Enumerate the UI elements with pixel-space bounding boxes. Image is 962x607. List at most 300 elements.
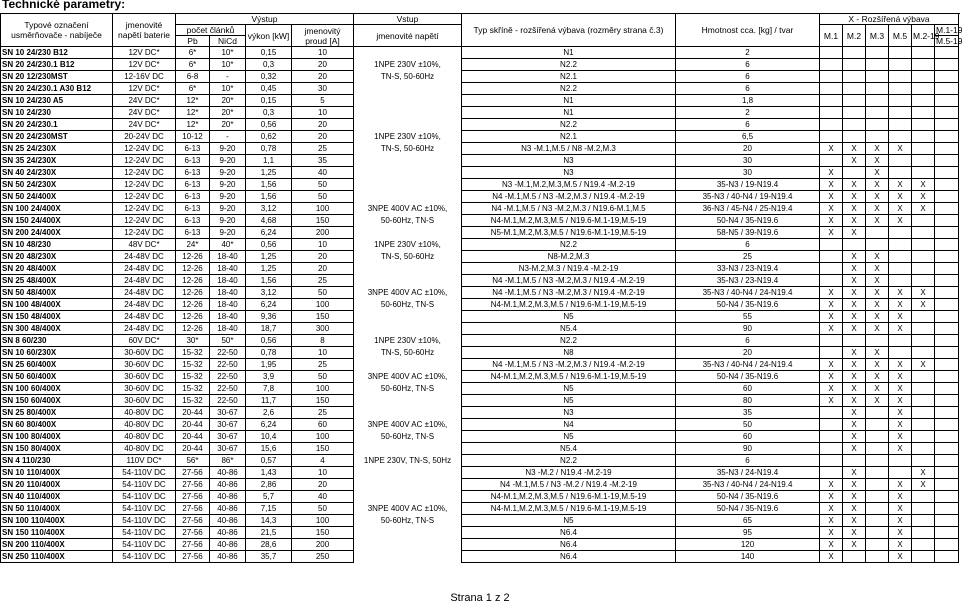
header-m2: M.2 <box>843 25 866 47</box>
table-cell: N3 -M.1,M.2,M.3,M.5 / N19.4 -M.2-19 <box>462 179 676 191</box>
table-cell: X <box>820 527 843 539</box>
header-type: Typové označení usměrňovače - nabíječe <box>1 14 113 47</box>
table-cell: N5 <box>462 311 676 323</box>
table-cell: 35-N3 / 19-N19.4 <box>676 179 820 191</box>
table-cell <box>866 59 889 71</box>
table-cell: 1,25 <box>246 251 292 263</box>
table-cell: X <box>843 203 866 215</box>
table-cell: 10* <box>210 83 246 95</box>
table-cell: 9,36 <box>246 311 292 323</box>
table-cell: 0,45 <box>246 83 292 95</box>
model-name: SN 10 60/230X <box>1 347 113 359</box>
table-cell: 40* <box>210 239 246 251</box>
table-cell <box>912 83 935 95</box>
table-cell <box>912 335 935 347</box>
header-extended-equipment: X - Rozšířená výbava <box>820 14 959 25</box>
table-cell: - <box>210 131 246 143</box>
table-cell: X <box>889 515 912 527</box>
table-cell: X <box>843 311 866 323</box>
table-cell: 6-13 <box>176 203 210 215</box>
table-cell: X <box>820 167 843 179</box>
table-row <box>1 59 959 71</box>
table-cell <box>820 155 843 167</box>
model-name: SN 20 24/230.1 <box>1 119 113 131</box>
table-cell <box>843 95 866 107</box>
table-cell: 27-56 <box>176 527 210 539</box>
table-cell: 0,78 <box>246 143 292 155</box>
table-cell: X <box>820 323 843 335</box>
table-cell: 11,7 <box>246 395 292 407</box>
table-cell: 48V DC* <box>113 239 176 251</box>
table-cell: 86* <box>210 455 246 467</box>
table-cell: 50 <box>292 191 354 203</box>
table-cell: 60 <box>676 383 820 395</box>
table-row <box>1 335 959 347</box>
table-cell <box>912 131 935 143</box>
table-cell: 150 <box>292 395 354 407</box>
table-cell: 40-86 <box>210 479 246 491</box>
table-cell: 10 <box>292 47 354 59</box>
table-cell: X <box>866 395 889 407</box>
model-name: SN 150 24/400X <box>1 215 113 227</box>
table-cell <box>912 311 935 323</box>
table-cell <box>866 227 889 239</box>
table-cell: 9-20 <box>210 191 246 203</box>
table-cell: X <box>866 275 889 287</box>
table-cell: N4-M.1,M.2,M.3,M.5 / N19.6-M.1-19,M.5-19 <box>462 491 676 503</box>
table-cell: TN-S, 50-60Hz <box>354 251 462 263</box>
model-name: SN 40 110/400X <box>1 491 113 503</box>
table-cell: X <box>820 287 843 299</box>
table-cell <box>912 251 935 263</box>
table-cell <box>866 455 889 467</box>
table-cell: X <box>889 191 912 203</box>
table-row <box>1 155 959 167</box>
table-cell <box>935 527 959 539</box>
table-cell: 50 <box>292 287 354 299</box>
table-cell: 95 <box>676 527 820 539</box>
table-cell <box>889 59 912 71</box>
table-cell: 6 <box>676 239 820 251</box>
table-cell: 27-56 <box>176 491 210 503</box>
table-cell: N4 -M.1,M.5 / N3 -M.2,M.3 / N19.4 -M.2-19 <box>462 287 676 299</box>
table-cell: 54-110V DC <box>113 479 176 491</box>
table-cell: X <box>866 179 889 191</box>
header-enclosure: Typ skříně - rozšířená výbava (rozměry strana č.3) <box>462 14 676 47</box>
model-name: SN 150 80/400X <box>1 443 113 455</box>
table-cell <box>354 479 462 491</box>
table-cell: X <box>820 311 843 323</box>
table-cell: 9-20 <box>210 143 246 155</box>
table-cell: N3-M.2,M.3 / N19.4 -M.2-19 <box>462 263 676 275</box>
table-cell <box>935 131 959 143</box>
table-cell: 2,86 <box>246 479 292 491</box>
table-cell: 27-56 <box>176 479 210 491</box>
table-cell <box>354 47 462 59</box>
table-cell: X <box>843 347 866 359</box>
table-cell: N4 -M.1,M.5 / N3 -M.2,M.3 / N19.4 -M.2-19 <box>462 359 676 371</box>
table-cell <box>354 119 462 131</box>
table-cell <box>889 467 912 479</box>
model-name: SN 25 80/400X <box>1 407 113 419</box>
table-cell: 10 <box>292 347 354 359</box>
table-cell: 150 <box>292 527 354 539</box>
table-row <box>1 143 959 155</box>
table-cell <box>866 527 889 539</box>
table-cell: 60 <box>292 419 354 431</box>
table-cell <box>912 95 935 107</box>
table-cell <box>354 311 462 323</box>
table-cell: X <box>820 539 843 551</box>
table-cell: 10 <box>292 107 354 119</box>
table-cell: N2.1 <box>462 131 676 143</box>
table-cell: N5 <box>462 383 676 395</box>
table-cell <box>843 335 866 347</box>
table-cell: 6 <box>676 59 820 71</box>
table-cell: 22-50 <box>210 395 246 407</box>
table-cell: X <box>889 359 912 371</box>
table-cell <box>912 143 935 155</box>
table-cell: 30* <box>176 335 210 347</box>
table-cell <box>935 443 959 455</box>
table-cell: X <box>866 191 889 203</box>
table-cell: 1,95 <box>246 359 292 371</box>
model-name: SN 25 60/400X <box>1 359 113 371</box>
table-cell: N5.4 <box>462 323 676 335</box>
model-name: SN 10 110/400X <box>1 467 113 479</box>
table-cell: 2 <box>676 107 820 119</box>
table-cell: 1,56 <box>246 191 292 203</box>
table-row <box>1 419 959 431</box>
table-cell <box>889 227 912 239</box>
table-cell: 20 <box>676 347 820 359</box>
table-cell: 15-32 <box>176 359 210 371</box>
table-cell: N4-M.1,M.2,M.3,M.5 / N19.6-M.1-19,M.5-19 <box>462 215 676 227</box>
table-cell: X <box>866 347 889 359</box>
table-cell: X <box>889 431 912 443</box>
table-cell <box>912 527 935 539</box>
header-pb: Pb <box>176 36 210 47</box>
table-cell: 0,32 <box>246 71 292 83</box>
table-cell: 50 <box>292 503 354 515</box>
table-cell: 40-86 <box>210 491 246 503</box>
table-cell: 9-20 <box>210 179 246 191</box>
table-cell: 18-40 <box>210 311 246 323</box>
table-cell <box>866 467 889 479</box>
table-cell: 40-86 <box>210 551 246 563</box>
table-cell <box>843 551 866 563</box>
table-cell: 18-40 <box>210 287 246 299</box>
table-row <box>1 71 959 83</box>
table-cell: 30 <box>676 167 820 179</box>
table-cell: X <box>889 383 912 395</box>
table-cell <box>889 239 912 251</box>
table-cell <box>935 419 959 431</box>
table-cell <box>866 551 889 563</box>
model-name: SN 10 24/230 A5 <box>1 95 113 107</box>
table-cell <box>820 131 843 143</box>
table-cell <box>889 251 912 263</box>
table-cell: 5,7 <box>246 491 292 503</box>
table-cell: X <box>820 479 843 491</box>
table-cell: N2.1 <box>462 71 676 83</box>
table-cell <box>935 491 959 503</box>
table-cell: X <box>843 419 866 431</box>
table-cell: X <box>866 311 889 323</box>
table-cell: 35-N3 / 24-N19.4 <box>676 467 820 479</box>
table-cell <box>866 239 889 251</box>
model-name: SN 100 110/400X <box>1 515 113 527</box>
table-cell: 0,3 <box>246 59 292 71</box>
header-cell-count: počet článků <box>176 25 246 36</box>
table-cell <box>935 551 959 563</box>
model-name: SN 200 110/400X <box>1 539 113 551</box>
table-cell: 54-110V DC <box>113 515 176 527</box>
table-cell: 150 <box>292 215 354 227</box>
table-cell: - <box>210 71 246 83</box>
table-cell: 12-24V DC <box>113 215 176 227</box>
table-cell: 12V DC* <box>113 83 176 95</box>
table-cell: 12* <box>176 107 210 119</box>
table-cell: 40-80V DC <box>113 443 176 455</box>
table-cell: 18-40 <box>210 263 246 275</box>
table-cell: 110V DC* <box>113 455 176 467</box>
table-cell: X <box>889 371 912 383</box>
table-cell <box>843 239 866 251</box>
table-cell <box>866 515 889 527</box>
table-cell: 9-20 <box>210 227 246 239</box>
table-cell: X <box>866 263 889 275</box>
table-cell: 20 <box>292 263 354 275</box>
table-cell: X <box>889 527 912 539</box>
table-cell: 3NPE 400V AC ±10%, <box>354 503 462 515</box>
table-cell: X <box>889 311 912 323</box>
table-cell: 35 <box>676 407 820 419</box>
table-cell: N1 <box>462 107 676 119</box>
table-cell: 12-26 <box>176 323 210 335</box>
model-name: SN 150 110/400X <box>1 527 113 539</box>
header-m219: M.2-19 <box>912 25 935 47</box>
table-cell: 28,6 <box>246 539 292 551</box>
table-cell <box>912 347 935 359</box>
table-cell: X <box>866 167 889 179</box>
table-cell: 20 <box>292 71 354 83</box>
table-cell <box>354 407 462 419</box>
table-cell: 12-24V DC <box>113 227 176 239</box>
table-cell <box>866 503 889 515</box>
table-cell <box>843 71 866 83</box>
table-cell <box>935 47 959 59</box>
table-cell <box>935 275 959 287</box>
table-cell <box>912 215 935 227</box>
table-cell: N3 <box>462 407 676 419</box>
table-cell: X <box>843 323 866 335</box>
table-cell <box>354 395 462 407</box>
table-cell: 22-50 <box>210 371 246 383</box>
table-cell: X <box>843 143 866 155</box>
table-cell <box>935 95 959 107</box>
table-cell <box>935 323 959 335</box>
table-cell: 50-N4 / 35-N19.6 <box>676 299 820 311</box>
model-name: SN 50 110/400X <box>1 503 113 515</box>
table-cell: 10 <box>292 239 354 251</box>
table-cell <box>354 95 462 107</box>
table-cell: N3 -M.1,M.5 / N8 -M.2,M.3 <box>462 143 676 155</box>
header-power: výkon [kW] <box>246 25 292 47</box>
table-cell: 20-44 <box>176 431 210 443</box>
table-cell: X <box>889 503 912 515</box>
table-cell: N4 -M.1,M.5 / N3 -M.2,M.3 / N19.4 -M.2-19 <box>462 275 676 287</box>
table-cell: 6-13 <box>176 227 210 239</box>
model-name: SN 35 24/230X <box>1 155 113 167</box>
table-cell: X <box>866 299 889 311</box>
table-cell: 22-50 <box>210 359 246 371</box>
table-cell: 54-110V DC <box>113 491 176 503</box>
table-cell: 4,68 <box>246 215 292 227</box>
table-cell: 24-48V DC <box>113 251 176 263</box>
model-name: SN 150 48/400X <box>1 311 113 323</box>
table-cell: 24V DC* <box>113 107 176 119</box>
table-cell: 8 <box>292 335 354 347</box>
table-cell <box>354 491 462 503</box>
table-cell: 1,25 <box>246 263 292 275</box>
table-cell <box>820 47 843 59</box>
table-cell: 12-24V DC <box>113 155 176 167</box>
table-cell <box>820 275 843 287</box>
model-name: SN 20 48/230X <box>1 251 113 263</box>
model-name: SN 100 24/400X <box>1 203 113 215</box>
table-cell: X <box>820 383 843 395</box>
table-row <box>1 359 959 371</box>
table-cell: 6 <box>676 455 820 467</box>
table-cell <box>935 383 959 395</box>
table-cell: N5.4 <box>462 443 676 455</box>
table-cell: 50-60Hz, TN-S <box>354 431 462 443</box>
table-cell: X <box>889 407 912 419</box>
table-cell: 20* <box>210 119 246 131</box>
table-row <box>1 191 959 203</box>
table-cell: X <box>866 371 889 383</box>
table-cell <box>935 59 959 71</box>
table-cell <box>935 263 959 275</box>
table-row <box>1 131 959 143</box>
table-cell: X <box>843 479 866 491</box>
table-row <box>1 275 959 287</box>
table-cell <box>820 71 843 83</box>
model-name: SN 50 60/400X <box>1 371 113 383</box>
table-cell: X <box>912 479 935 491</box>
table-cell: TN-S, 50-60Hz <box>354 347 462 359</box>
table-cell <box>912 503 935 515</box>
model-name: SN 20 24/230.1 B12 <box>1 59 113 71</box>
table-cell <box>820 263 843 275</box>
table-cell: N3 -M.2 / N19.4 -M.2-19 <box>462 467 676 479</box>
table-cell <box>935 371 959 383</box>
table-row <box>1 311 959 323</box>
table-cell <box>354 83 462 95</box>
header-current: jmenovitý proud [A] <box>292 25 354 47</box>
table-cell: 27-56 <box>176 503 210 515</box>
header-nominal-voltage: jmenovité napětí <box>354 25 462 47</box>
table-cell <box>912 491 935 503</box>
table-cell: 15-32 <box>176 383 210 395</box>
table-cell: X <box>866 155 889 167</box>
table-cell <box>912 383 935 395</box>
table-cell <box>820 107 843 119</box>
model-name: SN 25 24/230X <box>1 143 113 155</box>
table-cell: 6 <box>676 83 820 95</box>
table-cell: 3,12 <box>246 287 292 299</box>
table-cell: X <box>820 395 843 407</box>
table-cell: X <box>912 287 935 299</box>
table-cell: X <box>843 359 866 371</box>
table-cell: 24-48V DC <box>113 299 176 311</box>
table-cell: 12-24V DC <box>113 167 176 179</box>
table-row <box>1 539 959 551</box>
table-cell: 0,56 <box>246 239 292 251</box>
table-cell <box>889 107 912 119</box>
table-cell: 1NPE 230V ±10%, <box>354 335 462 347</box>
table-cell: 4 <box>292 455 354 467</box>
table-cell: X <box>843 395 866 407</box>
table-cell: 9-20 <box>210 155 246 167</box>
table-cell: X <box>843 467 866 479</box>
table-cell: 1NPE 230V, TN-S, 50Hz <box>354 455 462 467</box>
table-cell: 54-110V DC <box>113 551 176 563</box>
table-cell <box>912 239 935 251</box>
table-cell <box>912 395 935 407</box>
table-cell <box>912 47 935 59</box>
table-cell <box>935 119 959 131</box>
table-cell: N5 <box>462 395 676 407</box>
table-cell: 0,62 <box>246 131 292 143</box>
table-cell: 100 <box>292 431 354 443</box>
table-cell: N2.2 <box>462 59 676 71</box>
table-cell: 18-40 <box>210 299 246 311</box>
table-cell: 20-24V DC <box>113 131 176 143</box>
table-cell <box>935 347 959 359</box>
table-cell <box>354 443 462 455</box>
table-cell: 80 <box>676 395 820 407</box>
table-cell: N4 -M.1,M.5 / N3 -M.2,M.3 / N19.6-M.1,M.5 <box>462 203 676 215</box>
table-cell: 20-44 <box>176 407 210 419</box>
table-cell: 1,43 <box>246 467 292 479</box>
table-cell <box>912 551 935 563</box>
table-cell: N1 <box>462 95 676 107</box>
table-cell: 12-26 <box>176 251 210 263</box>
table-cell: 3NPE 400V AC ±10%, <box>354 203 462 215</box>
table-row <box>1 179 959 191</box>
table-row <box>1 479 959 491</box>
table-cell: 0,15 <box>246 95 292 107</box>
table-cell: 30 <box>676 155 820 167</box>
table-cell <box>935 191 959 203</box>
page-number: Strana 1 z 2 <box>450 592 510 604</box>
table-cell: 22-50 <box>210 383 246 395</box>
model-name: SN 20 24/230MST <box>1 131 113 143</box>
table-cell: 12-26 <box>176 299 210 311</box>
table-cell: X <box>889 395 912 407</box>
table-cell: 300 <box>292 323 354 335</box>
model-name: SN 40 24/230X <box>1 167 113 179</box>
table-cell <box>866 443 889 455</box>
model-name: SN 50 48/400X <box>1 287 113 299</box>
table-cell: 27-56 <box>176 467 210 479</box>
table-row <box>1 83 959 95</box>
table-cell: X <box>820 359 843 371</box>
table-cell: X <box>866 359 889 371</box>
table-cell: 50-N4 / 35-N19.6 <box>676 503 820 515</box>
